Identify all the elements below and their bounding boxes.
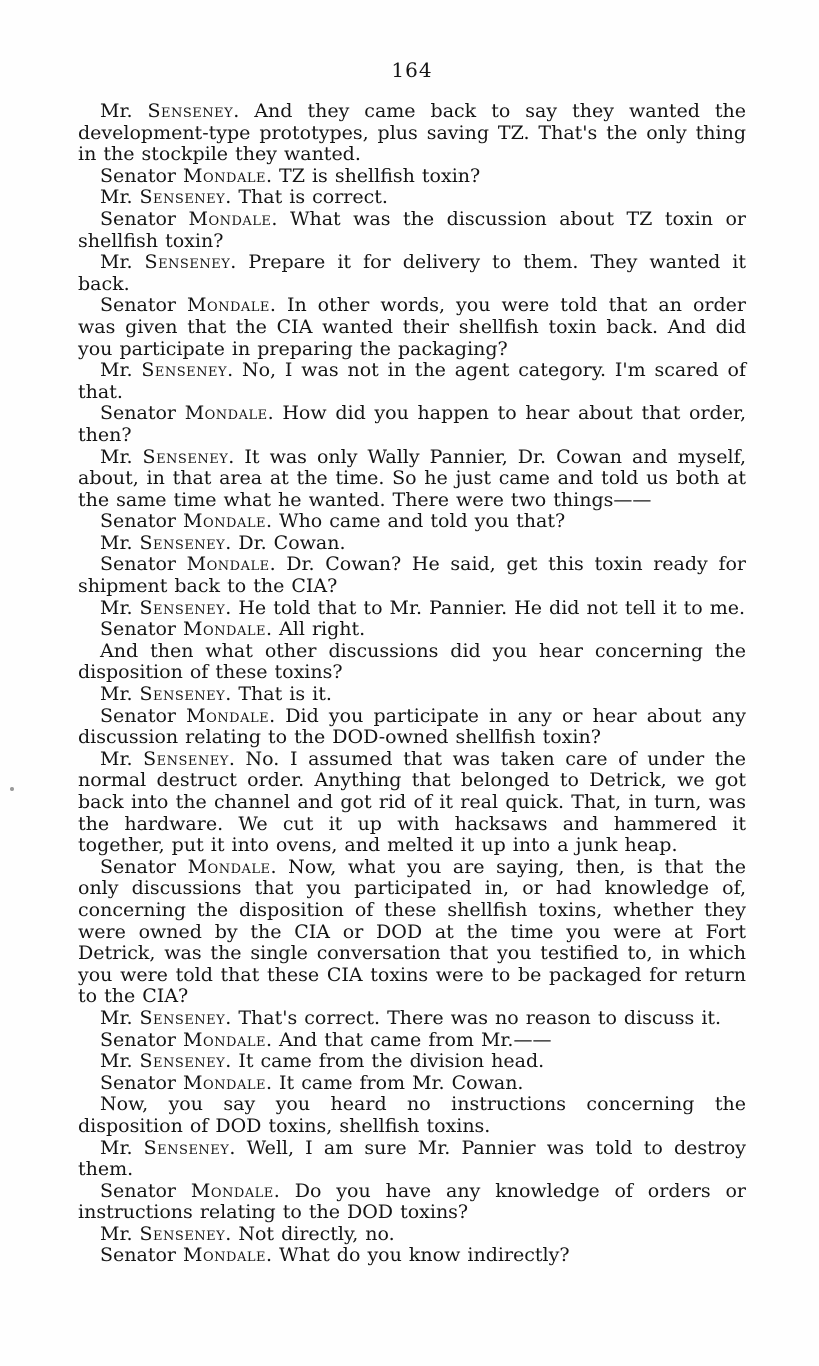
paragraph-text: Dr. Cowan? He said, get this toxin ready for shipment back to the CIA? [78, 553, 746, 598]
speaker-prefix: Mr. [100, 100, 148, 122]
speaker-label: Senator Mondale. [100, 510, 272, 533]
speaker-prefix: Mr. [100, 531, 140, 554]
paragraph-text: That is it. [231, 683, 332, 706]
speaker-label: Mr. Senseney. [100, 251, 237, 274]
transcript-paragraph [78, 554, 746, 597]
speaker-name: Senseney [139, 531, 226, 554]
transcript-paragraph [78, 403, 746, 446]
speaker-label: Mr. Senseney. [100, 531, 232, 554]
transcript-paragraph [78, 447, 746, 512]
speaker-name: Senseney [139, 1222, 226, 1245]
speaker-name: Mondale [187, 855, 271, 878]
transcript-paragraph [78, 1008, 746, 1030]
transcript-paragraph [78, 511, 746, 533]
paragraph-text: How did you happen to hear about that order, then? [78, 402, 746, 446]
speaker-label: Senator Mondale. [100, 704, 276, 727]
paragraph-text: It came from Mr. Cowan. [272, 1071, 524, 1094]
speaker-label: Senator Mondale. [100, 207, 278, 230]
paragraph-text: Do you have any knowledge of orders or instructions relating to the DOD toxins? [78, 1179, 746, 1224]
transcript-body [78, 101, 746, 1267]
paragraph-text: No. I assumed that was taken care of under the normal destruct order. Anything that belonged to Detrick, we got back into the channel and got rid of it real quick. That, in turn, was the hardware. We cut it up with hacksaws and hammered it together, put it into ovens, and melted it up into a junk heap. [78, 747, 746, 857]
speaker-prefix: Senator [100, 1071, 184, 1094]
transcript-paragraph [78, 706, 746, 749]
speaker-prefix: Mr. [100, 1006, 140, 1029]
paragraph-text: Now, you say you heard no instructions concerning the disposition of DOD toxins, shellfish toxins. [78, 1093, 746, 1137]
paragraph-text: It was only Wally Pannier, Dr. Cowan and myself, about, in that area at the time. So he just came and told us both at the same time what he wanted. There were two things—— [78, 445, 746, 511]
transcript-paragraph [78, 166, 746, 188]
speaker-prefix: Senator [100, 207, 189, 230]
speaker-label: Mr. Senseney. [100, 596, 232, 619]
speaker-label: Mr. Senseney. [100, 1136, 236, 1159]
speaker-prefix: Senator [100, 1244, 184, 1267]
speaker-prefix: Senator [100, 553, 187, 576]
transcript-paragraph [78, 598, 746, 620]
speaker-prefix: Senator [100, 1028, 184, 1051]
paragraph-text: That is correct. [231, 186, 388, 209]
speaker-prefix: Mr. [100, 747, 144, 770]
speaker-prefix: Mr. [100, 359, 142, 382]
paragraph-text: And they came back to say they wanted the development-type prototypes, plus saving TZ. That's the only thing in the stockpile they wanted. [78, 100, 746, 166]
speaker-label: Mr. Senseney. [100, 747, 235, 770]
transcript-paragraph [78, 533, 746, 555]
transcript-paragraph [78, 619, 746, 641]
paragraph-text: All right. [272, 618, 366, 641]
speaker-label: Mr. Senseney. [100, 100, 240, 122]
transcript-paragraph [78, 1245, 746, 1267]
paragraph-text: Now, what you are saying, then, is that the only discussions that you participated in, or had knowledge of, concerning the disposition of these shellfish toxins, whether they were owned by the CIA or DOD at the time you were at Fort Detrick, was the single conversation that you testified to, in which you were told that these CIA toxins were to be packaged for return to the CIA? [78, 855, 746, 1008]
paragraph-text: What was the discussion about TZ toxin or shellfish toxin? [78, 207, 746, 252]
speaker-name: Mondale [183, 510, 266, 533]
speaker-name: Senseney [139, 596, 226, 619]
speaker-name: Senseney [147, 100, 234, 122]
speaker-label: Mr. Senseney. [100, 1006, 232, 1029]
speaker-label: Mr. Senseney. [100, 186, 232, 209]
speaker-prefix: Mr. [100, 251, 145, 274]
transcript-paragraph [78, 209, 746, 252]
transcript-paragraph [78, 1030, 746, 1052]
page-number: 164 [391, 58, 433, 82]
paragraph-text: No, I was not in the agent category. I'm scared of that. [78, 359, 746, 403]
speaker-label: Mr. Senseney. [100, 683, 232, 706]
transcript-paragraph [78, 101, 746, 166]
paragraph-text: Who came and told you that? [272, 510, 566, 533]
speaker-prefix: Senator [100, 164, 184, 187]
speaker-label: Senator Mondale. [100, 1071, 272, 1094]
transcript-paragraph [78, 1073, 746, 1095]
speaker-prefix: Senator [100, 855, 188, 878]
speaker-name: Senseney [144, 251, 231, 274]
speaker-prefix: Mr. [100, 445, 143, 468]
speaker-name: Mondale [188, 207, 272, 230]
speaker-label: Senator Mondale. [100, 1179, 280, 1202]
speaker-prefix: Senator [100, 618, 184, 641]
speaker-name: Senseney [139, 1006, 226, 1029]
paragraph-text: TZ is shellfish toxin? [272, 164, 481, 187]
speaker-name: Senseney [141, 359, 228, 382]
paragraph-text: Not directly, no. [231, 1222, 395, 1245]
speaker-name: Senseney [143, 747, 229, 770]
speaker-name: Mondale [190, 1179, 274, 1202]
transcript-paragraph [78, 1224, 746, 1246]
speaker-name: Senseney [139, 683, 226, 706]
speaker-name: Mondale [186, 553, 270, 576]
speaker-prefix: Senator [100, 402, 185, 425]
transcript-paragraph [78, 1051, 746, 1073]
speaker-label: Senator Mondale. [100, 1028, 272, 1051]
speaker-name: Mondale [183, 618, 266, 641]
paragraph-text: It came from the division head. [231, 1050, 545, 1073]
paragraph-text: Prepare it for delivery to them. They wanted it back. [78, 251, 747, 295]
speaker-prefix: Mr. [100, 1050, 140, 1073]
speaker-prefix: Mr. [100, 1136, 144, 1159]
speaker-prefix: Senator [100, 704, 187, 727]
speaker-name: Mondale [186, 704, 270, 727]
paragraph-text: And then what other discussions did you hear concerning the disposition of these toxins? [78, 639, 746, 684]
speaker-name: Mondale [183, 1071, 266, 1094]
transcript-paragraph [78, 1181, 746, 1224]
paragraph-text: That's correct. There was no reason to discuss it. [231, 1006, 722, 1029]
speaker-prefix: Senator [100, 294, 187, 317]
speaker-label: Mr. Senseney. [100, 1050, 232, 1073]
speaker-label: Mr. Senseney. [100, 359, 234, 382]
speaker-name: Mondale [186, 294, 270, 317]
transcript-paragraph [78, 1094, 746, 1137]
speaker-label: Senator Mondale. [100, 553, 276, 576]
speaker-name: Mondale [183, 164, 266, 187]
paragraph-text: He told that to Mr. Pannier. He did not tell it to me. [231, 596, 746, 619]
speaker-prefix: Mr. [100, 596, 140, 619]
speaker-label: Senator Mondale. [100, 1244, 272, 1267]
paragraph-text: Dr. Cowan. [231, 531, 346, 554]
transcript-paragraph [78, 684, 746, 706]
speaker-name: Senseney [139, 186, 226, 209]
speaker-prefix: Mr. [100, 1222, 140, 1245]
transcript-paragraph [78, 360, 746, 403]
speaker-label: Senator Mondale. [100, 294, 276, 317]
paragraph-text: Well, I am sure Mr. Pannier was told to destroy them. [78, 1136, 746, 1181]
scan-speck [10, 787, 14, 791]
transcript-paragraph [78, 641, 746, 684]
paragraph-text: What do you know indirectly? [272, 1244, 570, 1267]
speaker-name: Senseney [143, 1136, 230, 1159]
transcript-paragraph [78, 1138, 746, 1181]
speaker-name: Senseney [142, 445, 229, 468]
transcript-paragraph [78, 857, 746, 1008]
speaker-name: Mondale [183, 1244, 266, 1267]
speaker-label: Senator Mondale. [100, 618, 272, 641]
speaker-name: Mondale [184, 402, 268, 425]
paragraph-text: And that came from Mr.—— [272, 1028, 552, 1051]
speaker-label: Senator Mondale. [100, 164, 272, 187]
transcript-paragraph [78, 187, 746, 209]
transcript-paragraph [78, 749, 746, 857]
transcript-paragraph [78, 295, 746, 360]
speaker-name: Senseney [139, 1050, 226, 1073]
speaker-prefix: Mr. [100, 186, 140, 209]
speaker-prefix: Senator [100, 1179, 191, 1202]
speaker-prefix: Senator [100, 510, 184, 533]
speaker-label: Senator Mondale. [100, 855, 277, 878]
speaker-label: Mr. Senseney. [100, 1222, 232, 1245]
speaker-name: Mondale [183, 1028, 266, 1051]
speaker-label: Mr. Senseney. [100, 445, 235, 468]
speaker-prefix: Mr. [100, 683, 140, 706]
speaker-label: Senator Mondale. [100, 402, 274, 425]
paragraph-text: In other words, you were told that an order was given that the CIA wanted their shellfish toxin back. And did you participate in preparing the packaging? [78, 294, 746, 360]
transcript-paragraph [78, 252, 746, 295]
paragraph-text: Did you participate in any or hear about any discussion relating to the DOD-owned shellfish toxin? [78, 704, 746, 749]
